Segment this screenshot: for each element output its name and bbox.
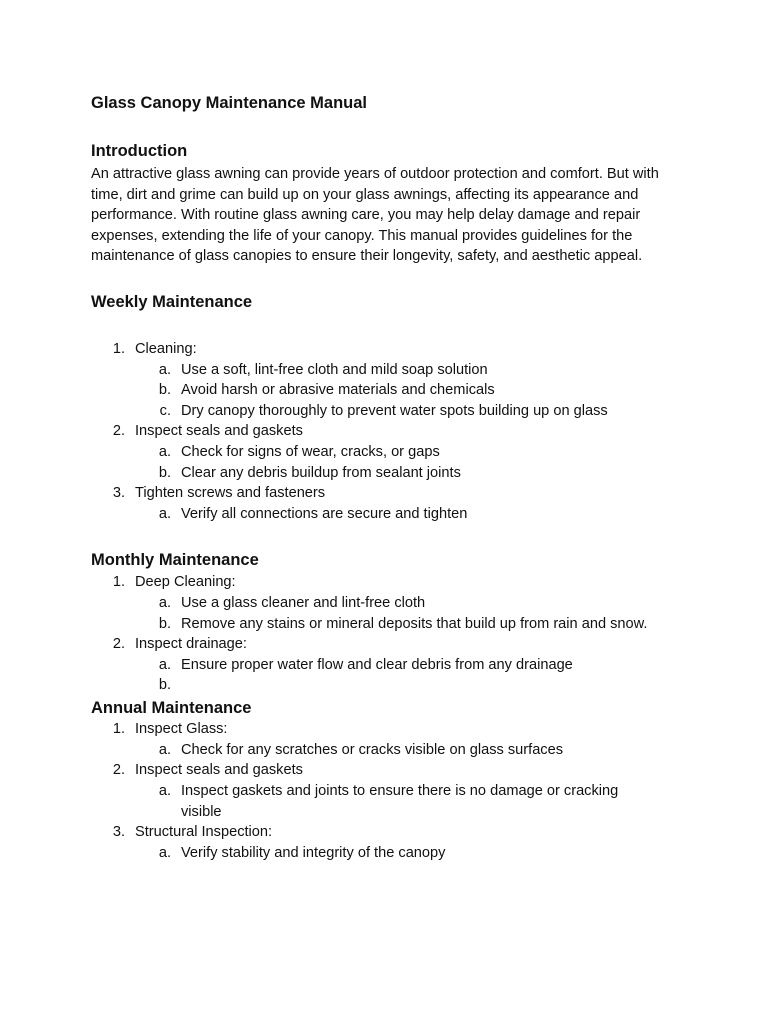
introduction-heading: Introduction bbox=[91, 142, 188, 160]
document-title: Glass Canopy Maintenance Manual bbox=[91, 94, 367, 112]
monthly-maintenance-heading: Monthly Maintenance bbox=[91, 551, 259, 569]
annual-maintenance-heading: Annual Maintenance bbox=[91, 699, 252, 717]
weekly-maintenance-heading: Weekly Maintenance bbox=[91, 293, 253, 311]
introduction-paragraph: An attractive glass awning can provide years of outdoor protection and comfort. But with time, dirt and grime can build up on your glass awnings, affecting its appearance and performance. With routine glass awning care, you may help delay damage and repair expenses, extending the life of your canopy. This manual provides guidelines for the maintenance of glass canopies to ensure their longevity, safety, and aesthetic appeal. bbox=[91, 166, 659, 265]
